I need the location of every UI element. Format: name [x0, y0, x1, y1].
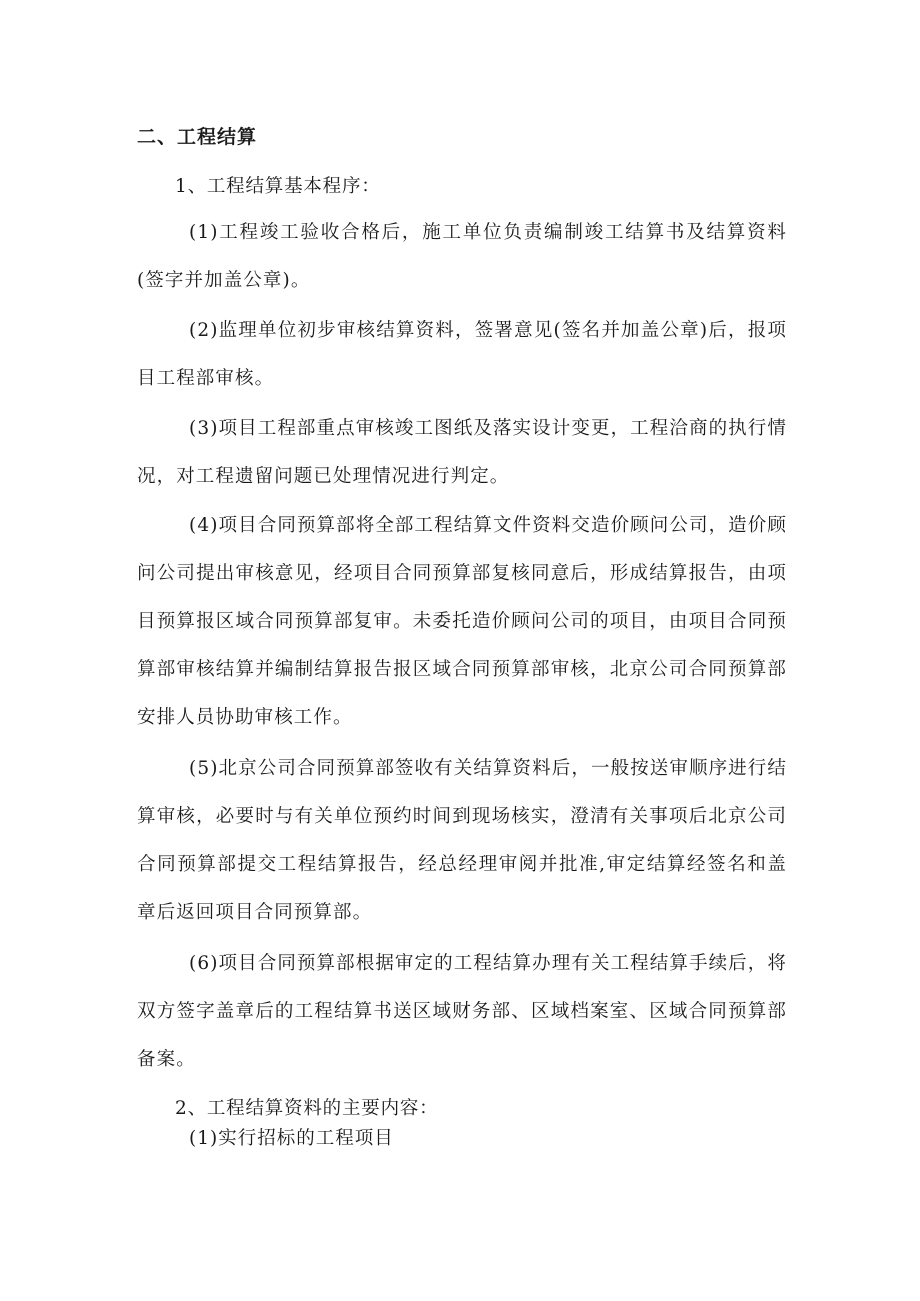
subsection-title-procedure: 1、工程结算基本程序：: [175, 176, 381, 197]
paragraph-step-6: (6)项目合同预算部根据审定的工程结算办理有关工程结算手续后，将双方签字盖章后的工程结算书送区域财务部、区域档案室、区域合同预算部备案。: [137, 953, 787, 1070]
paragraph-step-2: (2)监理单位初步审核结算资料，签署意见(签名并加盖公章)后，报项目工程部审核。: [137, 320, 787, 389]
subsection-title-contents: 2、工程结算资料的主要内容：: [175, 1098, 439, 1119]
paragraph-step-3: (3)项目工程部重点审核竣工图纸及落实设计变更，工程洽商的执行情况，对工程遗留问题已处理情况进行判定。: [137, 418, 787, 487]
section-heading: 二、工程结算: [137, 126, 258, 148]
paragraph-step-5: (5)北京公司合同预算部签收有关结算资料后，一般按送审顺序进行结算审核，必要时与有关单位预约时间到现场核实，澄清有关事项后北京公司合同预算部提交工程结算报告，经总经理审阅并批准,审定结算经签名和盖章后返回项目合同预算部。: [137, 758, 787, 923]
paragraph-step-1: (1)工程竣工验收合格后，施工单位负责编制竣工结算书及结算资料(签字并加盖公章)。: [137, 222, 787, 291]
paragraph-step-4: (4)项目合同预算部将全部工程结算文件资料交造价顾问公司，造价顾问公司提出审核意见，经项目合同预算部复核同意后，形成结算报告，由项目预算报区域合同预算部复审。未委托造价顾问公司的项目，由项目合同预算部审核结算并编制结算报告报区域合同预算部审核，北京公司合同预算部安排人员协助审核工作。: [137, 515, 787, 728]
list-item-tendered-projects: (1)实行招标的工程项目: [189, 1128, 394, 1149]
